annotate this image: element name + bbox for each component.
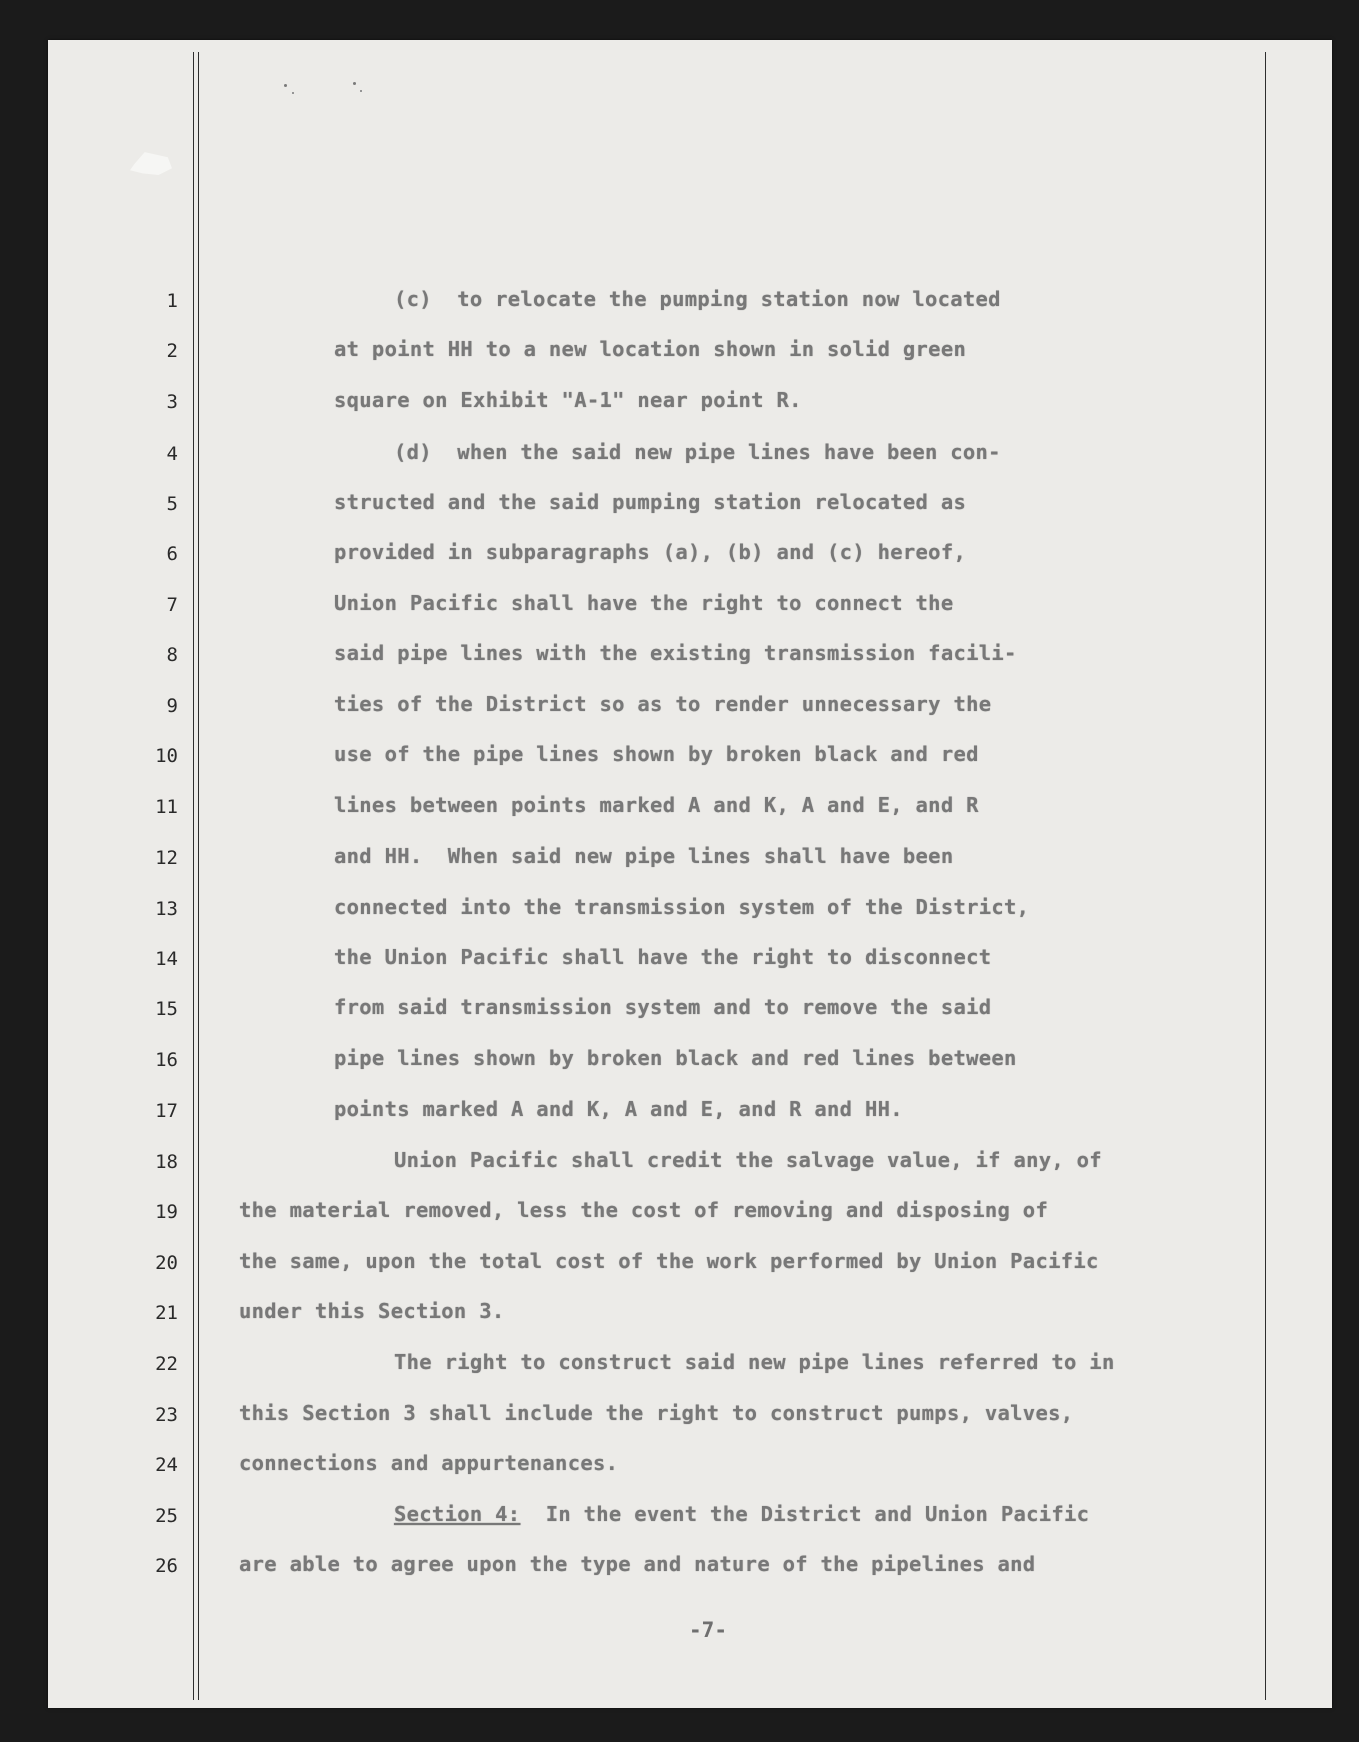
- body-text-line: The right to construct said new pipe lines referred to in: [394, 1350, 1115, 1374]
- body-text-line: [394, 1501, 1089, 1527]
- body-text-line: provided in subparagraphs (a), (b) and (c) hereof,: [334, 540, 967, 564]
- punch-hole: [130, 150, 172, 176]
- line-number: 4: [166, 443, 178, 465]
- line-number: 1: [166, 290, 178, 312]
- body-text-line: points marked A and K, A and E, and R and HH.: [334, 1097, 903, 1121]
- paper-speck: [360, 90, 362, 92]
- paper-speck: [292, 92, 294, 94]
- body-text-line: connected into the transmission system of the District,: [334, 895, 1030, 919]
- paper-speck: [284, 84, 287, 87]
- line-number: 3: [166, 391, 178, 413]
- body-text-line: pipe lines shown by broken black and red lines between: [334, 1046, 1017, 1070]
- section-text: In the event the District and Union Pacific: [520, 1502, 1090, 1526]
- line-number: 7: [166, 594, 178, 616]
- body-text-line: at point HH to a new location shown in solid green: [334, 337, 967, 361]
- line-number: 8: [166, 644, 178, 666]
- body-text-line: lines between points marked A and K, A and E, and R: [334, 793, 979, 817]
- line-number: 5: [166, 493, 178, 515]
- page-number: -7-: [689, 1618, 727, 1642]
- body-text-line: connections and appurtenances.: [239, 1451, 619, 1475]
- body-text-line: structed and the said pumping station relocated as: [334, 490, 967, 514]
- line-number: 17: [155, 1100, 178, 1122]
- line-number: 26: [155, 1555, 178, 1577]
- paper-speck: [353, 82, 356, 85]
- body-text-line: Union Pacific shall have the right to connect the: [334, 591, 954, 615]
- body-text-line: the material removed, less the cost of removing and disposing of: [239, 1198, 1049, 1222]
- line-number: 25: [155, 1505, 178, 1527]
- body-text-line: from said transmission system and to remove the said: [334, 995, 992, 1019]
- line-number: 9: [166, 695, 178, 717]
- line-number: 21: [155, 1302, 178, 1324]
- line-number: 20: [155, 1252, 178, 1274]
- body-text-line: (d) when the said new pipe lines have been con-: [394, 440, 1001, 464]
- body-text-line: said pipe lines with the existing transmission facili-: [334, 641, 1017, 665]
- body-text-line: ties of the District so as to render unnecessary the: [334, 692, 992, 716]
- body-text-line: under this Section 3.: [239, 1299, 505, 1323]
- body-text-line: are able to agree upon the type and nature of the pipelines and: [239, 1552, 1036, 1576]
- body-text-line: the Union Pacific shall have the right to disconnect: [334, 945, 992, 969]
- line-number: 2: [166, 340, 178, 362]
- line-number: 19: [155, 1201, 178, 1223]
- right-margin-rule: [1265, 52, 1266, 1700]
- line-number: 10: [155, 745, 178, 767]
- line-number: 24: [155, 1454, 178, 1476]
- line-number: 16: [155, 1049, 178, 1071]
- line-number: 6: [166, 543, 178, 565]
- body-text-line: square on Exhibit "A-1" near point R.: [334, 388, 802, 412]
- line-number: 23: [155, 1404, 178, 1426]
- line-number: 11: [155, 796, 178, 818]
- body-text-line: (c) to relocate the pumping station now located: [394, 287, 1001, 311]
- body-text-line: the same, upon the total cost of the work performed by Union Pacific: [239, 1249, 1099, 1273]
- left-margin-rule: [193, 52, 194, 1700]
- body-text-line: use of the pipe lines shown by broken black and red: [334, 742, 979, 766]
- left-margin-rule-inner: [198, 52, 199, 1700]
- line-number: 13: [155, 898, 178, 920]
- line-number: 12: [155, 847, 178, 869]
- body-text-line: and HH. When said new pipe lines shall have been: [334, 844, 954, 868]
- section-heading: Section 4:: [394, 1502, 521, 1526]
- body-text-line: this Section 3 shall include the right to construct pumps, valves,: [239, 1401, 1074, 1425]
- line-number: 18: [155, 1151, 178, 1173]
- document-page: [48, 40, 1332, 1708]
- line-number: 15: [155, 998, 178, 1020]
- body-text-line: Union Pacific shall credit the salvage value, if any, of: [394, 1148, 1102, 1172]
- line-number: 14: [155, 948, 178, 970]
- line-number: 22: [155, 1353, 178, 1375]
